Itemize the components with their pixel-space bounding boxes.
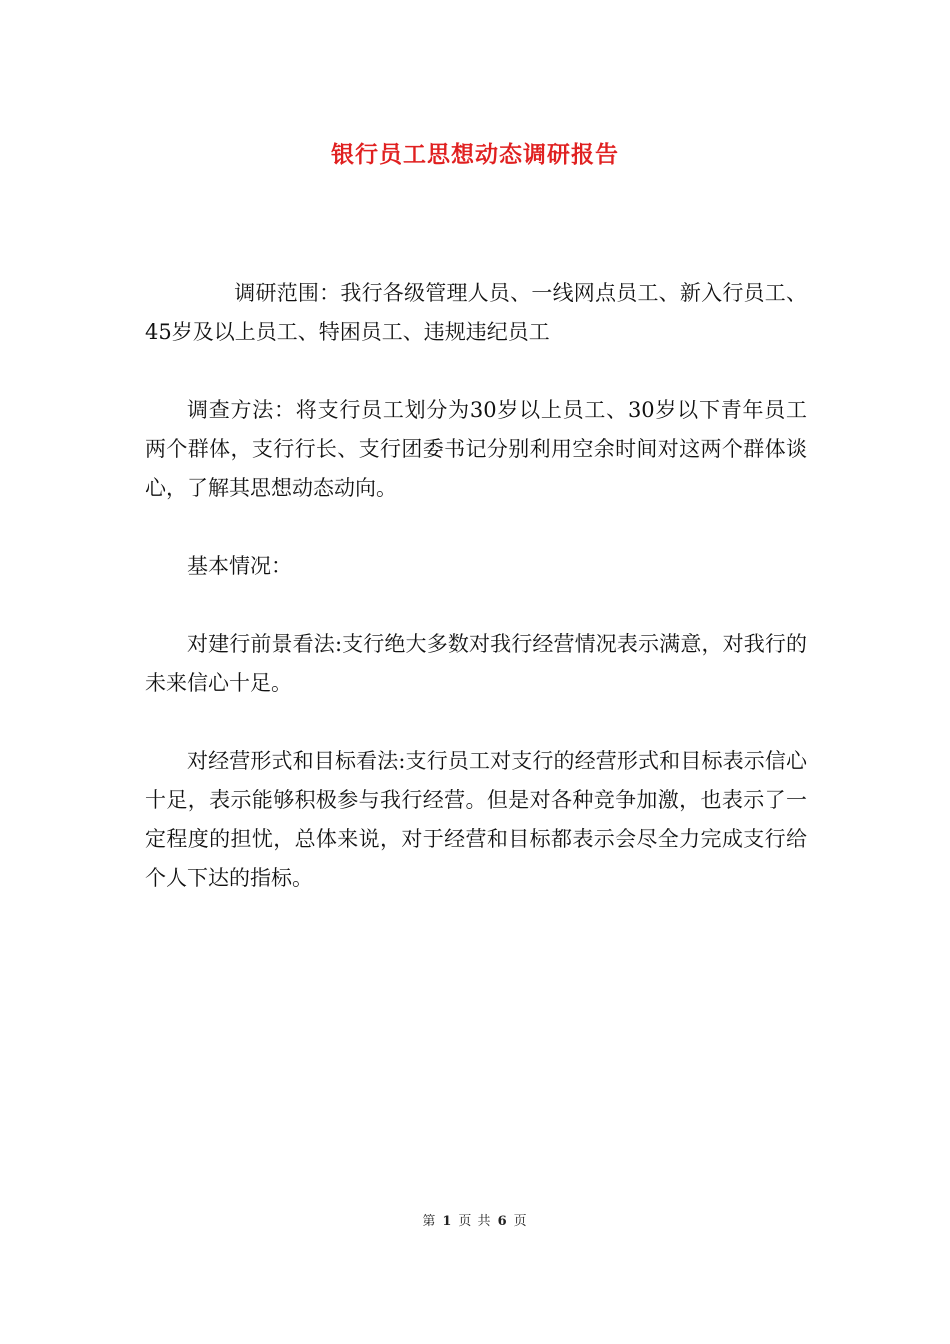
paragraph-method: 调查方法：将支行员工划分为30岁以上员工、30岁以下青年员工两个群体，支行行长、支行团委书记分别利用空余时间对这两个群体谈心，了解其思想动态动向。 — [145, 398, 807, 500]
page-number-footer — [0, 1210, 950, 1229]
footer-prefix: 第 — [422, 1214, 437, 1229]
paragraph-outlook: 对建行前景看法:支行绝大多数对我行经营情况表示满意，对我行的未来信心十足。 — [145, 632, 807, 695]
footer-current-page: 1 — [442, 1214, 453, 1229]
document-body — [145, 274, 807, 937]
footer-total-pages: 6 — [497, 1214, 508, 1229]
paragraph-basic-heading: 基本情况： — [187, 554, 292, 578]
document-title: 银行员工思想动态调研报告 — [331, 141, 619, 168]
footer-mid: 页 共 — [458, 1214, 492, 1229]
paragraph-scope: 调研范围：我行各级管理人员、一线网点员工、新入行员工、45岁及以上员工、特困员工、违规违纪员工 — [145, 281, 807, 344]
paragraph-targets: 对经营形式和目标看法:支行员工对支行的经营形式和目标表示信心十足，表示能够积极参与我行经营。但是对各种竞争加激，也表示了一定程度的担忧，总体来说，对于经营和目标都表示会尽全力完成支行给个人下达的指标。 — [145, 749, 807, 890]
footer-suffix: 页 — [513, 1214, 528, 1229]
